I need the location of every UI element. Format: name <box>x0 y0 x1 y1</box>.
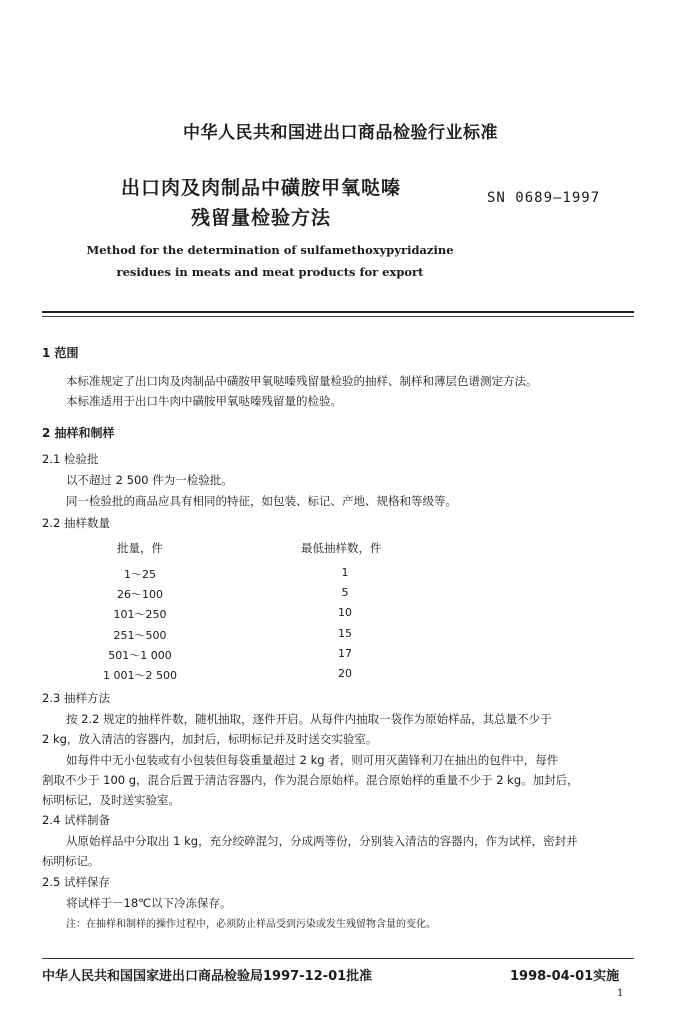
standard-organization: 中华人民共和国进出口商品检验行业标准 <box>183 123 498 143</box>
table-cell-min: 10 <box>338 606 352 619</box>
footer-effective: 1998-04-01实施 <box>510 969 620 984</box>
standard-code: SN 0689—1997 <box>487 190 601 206</box>
section-2-4-paragraph-line-2: 标明标记。 <box>42 854 100 868</box>
title-en-line1: Method for the determination of sulfamethoxypyridazine <box>86 243 454 257</box>
page-number: 1 <box>617 988 624 999</box>
table-header-min-samples: 最低抽样数，件 <box>301 541 382 555</box>
table-cell-batch: 1 001～2 500 <box>103 669 177 682</box>
table-cell-min: 20 <box>338 667 352 680</box>
sampling-note: 注：在抽样和制样的操作过程中，必须防止样品受到污染或发生残留物含量的变化。 <box>66 919 436 930</box>
section-1-paragraph-2: 本标准适用于出口牛肉中磺胺甲氧哒嗪残留量的检验。 <box>66 394 342 408</box>
section-2-3-paragraph-1-line-2: 2 kg，放入清洁的容器内，加封后，标明标记并及时送交实验室。 <box>42 732 378 746</box>
section-2-4-heading: 2.4 试样制备 <box>42 813 110 827</box>
table-header-batch: 批量，件 <box>117 541 163 555</box>
title-cn-line2: 残留量检验方法 <box>190 207 331 229</box>
section-2-1-paragraph-1: 以不超过 2 500 件为一检验批。 <box>66 473 233 487</box>
table-cell-min: 15 <box>338 627 352 640</box>
table-cell-min: 17 <box>338 647 352 660</box>
table-cell-batch: 251～500 <box>113 629 167 642</box>
section-2-1-paragraph-2: 同一检验批的商品应具有相同的特征，如包装、标记、产地、规格和等级等。 <box>66 494 457 508</box>
section-2-5-paragraph: 将试样于－18℃以下冷冻保存。 <box>66 896 232 910</box>
section-2-4-paragraph-line-1: 从原始样品中分取出 1 kg，充分绞碎混匀，分成两等份，分别装入清洁的容器内，作为试样，密封并 <box>66 834 578 848</box>
section-2-3-paragraph-2-line-1: 如每件中无小包装或有小包装但每袋重量超过 2 kg 者，则可用灭菌锋利刀在抽出的包件中，每件 <box>66 753 559 767</box>
header-rule-thin <box>42 316 634 317</box>
section-2-1-heading: 2.1 检验批 <box>42 452 99 466</box>
section-1-paragraph-1: 本标准规定了出口肉及肉制品中磺胺甲氧哒嗪残留量检验的抽样、制样和薄层色谱测定方法。 <box>66 374 538 388</box>
footer-rule <box>42 958 634 959</box>
section-2-2-heading: 2.2 抽样数量 <box>42 516 110 530</box>
table-cell-batch: 1～25 <box>124 568 156 581</box>
section-2-heading: 2 抽样和制样 <box>42 426 115 440</box>
section-2-3-heading: 2.3 抽样方法 <box>42 691 110 705</box>
table-cell-batch: 101～250 <box>113 608 167 621</box>
table-cell-min: 5 <box>341 586 349 599</box>
section-2-3-paragraph-1-line-1: 按 2.2 规定的抽样件数，随机抽取，逐件开启。从每件内抽取一袋作为原始样品，其总量不少于 <box>66 712 552 726</box>
section-2-5-heading: 2.5 试样保存 <box>42 875 110 889</box>
header-rule-thick <box>42 311 634 313</box>
section-1-heading: 1 范围 <box>42 346 79 360</box>
title-cn-line1: 出口肉及肉制品中磺胺甲氧哒嗪 <box>120 177 401 199</box>
footer-issued: 中华人民共和国国家进出口商品检验局1997-12-01批准 <box>42 969 373 984</box>
table-cell-batch: 26～100 <box>117 588 163 601</box>
table-cell-min: 1 <box>341 566 349 579</box>
table-cell-batch: 501～1 000 <box>108 649 172 662</box>
section-2-3-paragraph-2-line-2: 割取不少于 100 g，混合后置于清洁容器内，作为混合原始样。混合原始样的重量不少于 2 kg。加封后， <box>42 773 579 787</box>
title-en-line2: residues in meats and meat products for export <box>116 265 424 279</box>
section-2-3-paragraph-2-line-3: 标明标记，及时送实验室。 <box>42 793 180 807</box>
